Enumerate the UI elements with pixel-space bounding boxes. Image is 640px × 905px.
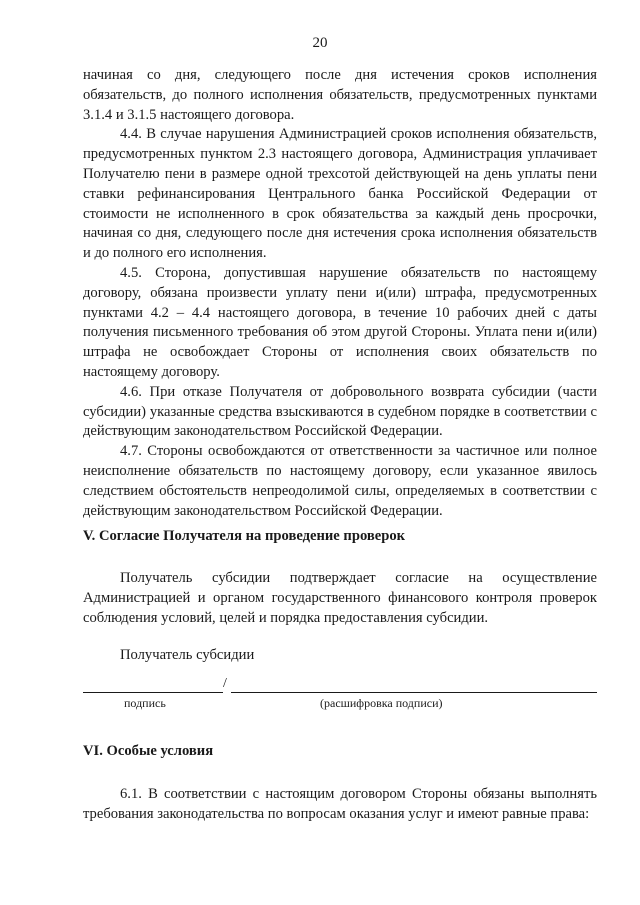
signature-slash: / (223, 676, 227, 691)
recipient-label: Получатель субсидии (120, 647, 255, 663)
section-6-heading: VI. Особые условия (83, 743, 214, 759)
signature-block (83, 676, 597, 720)
clause-6-1: 6.1. В соответствии с настоящим договором Стороны обязаны выполнять требования законодательства по вопросам оказания услуг и имеют равные права: (83, 786, 597, 822)
section-5-text: Получатель субсидии подтверждает согласие на осуществление Администрацией и органом государственного финансового контроля проверок соблюдения условий, целей и порядка предоставления субсидии. (83, 570, 597, 626)
paragraph-continuation: начиная со дня, следующего после дня истечения сроков исполнения обязательств, до полного исполнения обязательств, предусмотренных пунктами 3.1.4 и 3.1.5 настоящего договора. (83, 67, 597, 123)
signature-line (83, 692, 223, 693)
clause-4-7: 4.7. Стороны освобождаются от ответственности за частичное или полное неисполнение обязательств по настоящему договору, если указанное явилось следствием обстоятельств непреодолимой силы, определяемых в соответствии с действующим законодательством Российской Федерации. (83, 443, 597, 519)
section-5 (83, 527, 597, 547)
clause-4-4: 4.4. В случае нарушения Администрацией сроков исполнения обязательств, предусмотренных пунктом 2.3 настоящего договора, Администрация уплачивает Получателю пени в размере одной трехсотой действующей на день уплаты пени ставки рефинансирования Центрального банка Российской Федерации от стоимости не исполненного в срок обязательства за каждый день просрочки, начиная со дня, следующего после дня истечения срока исполнения обязательств и до полного его исполнения. (83, 126, 597, 262)
decode-caption: (расшифровка подписи) (320, 696, 443, 710)
recipient-line (83, 646, 597, 666)
decode-line (231, 692, 597, 693)
section-5-body (83, 569, 597, 628)
section-5-heading: V. Согласие Получателя на проведение проверок (83, 528, 406, 544)
clauses-block (83, 66, 597, 521)
page-number: 20 (312, 35, 328, 51)
section-6-body (83, 785, 597, 825)
clause-4-5: 4.5. Сторона, допустившая нарушение обязательств по настоящему договору, обязана произвести уплату пени и(или) штрафа, предусмотренных пунктами 4.2 – 4.4 настоящего договора, в течение 10 рабочих дней с даты получения письменного требования об этом другой Стороны. Уплата пени и(или) штрафа не освобождает Стороны от исполнения своих обязательств по настоящему договору. (83, 264, 597, 380)
sign-caption: подпись (124, 696, 166, 710)
clause-4-6: 4.6. При отказе Получателя от добровольного возврата субсидии (части субсидии) указанные средства взыскиваются в судебном порядке в соответствии с действующим законодательством Российской Федерации. (83, 383, 597, 440)
section-6 (83, 742, 597, 762)
